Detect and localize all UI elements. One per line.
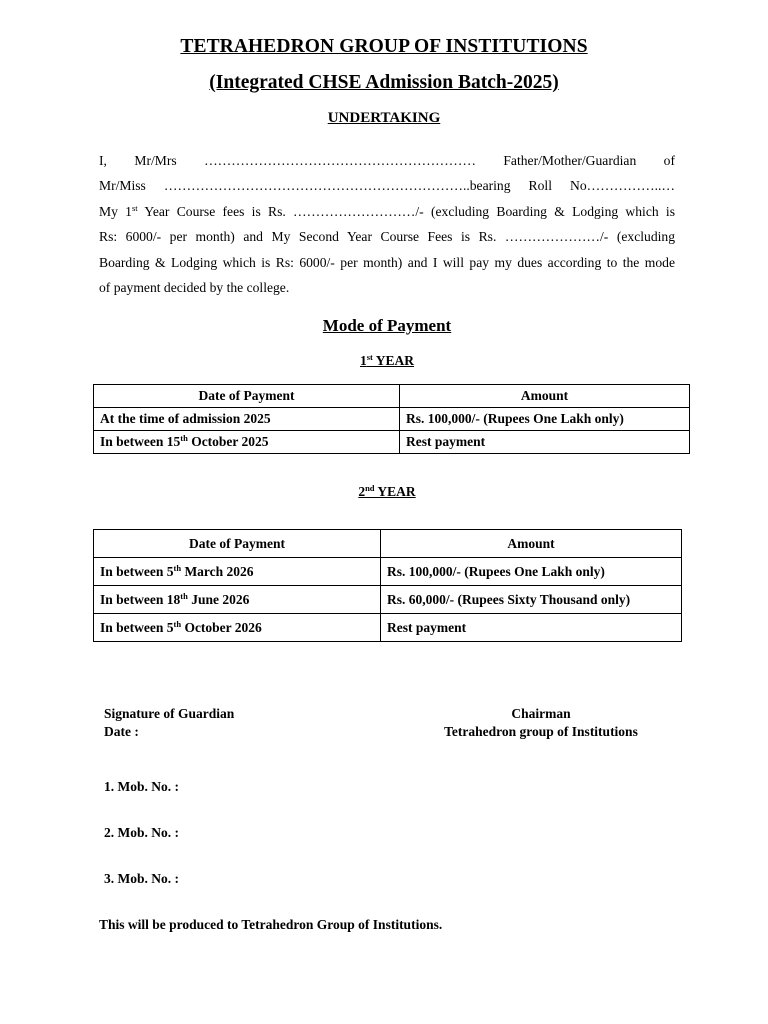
table-header-row — [94, 385, 690, 408]
table-row — [94, 558, 682, 586]
payment-amount-cell: Rest payment — [400, 431, 690, 454]
second-year-payment-table — [93, 529, 682, 642]
payment-date-cell — [94, 558, 381, 586]
document-title: UNDERTAKING — [327, 110, 441, 126]
table-header-row — [94, 530, 682, 558]
payment-date-cell — [94, 408, 400, 431]
superscript: th — [173, 562, 182, 573]
paragraph-text: Year Course fees is Rs. ………………………/- (excluding Boarding & Lodging which is — [137, 203, 675, 219]
paragraph-line: Boarding & Lodging which is Rs: 6000/- per month) and I will pay my dues according to the mode — [99, 254, 675, 270]
payment-date: In between 18 — [100, 591, 181, 607]
first-year-payment-table — [93, 384, 690, 454]
payment-date: In between 5 — [100, 619, 174, 635]
paragraph-line: I, Mr/Mrs …………………………………………………… Father/Mother/Guardian of — [99, 153, 675, 168]
chairman-label: Chairman — [511, 706, 571, 721]
paragraph-line: Rs: 6000/- per month) and My Second Year Course Fees is Rs. …………………/- (excluding — [99, 229, 675, 245]
chairman-signature-block — [420, 705, 662, 740]
column-header-date: Date of Payment — [94, 530, 381, 558]
paragraph-text: My 1 — [99, 203, 132, 219]
superscript: st — [131, 202, 138, 213]
payment-date: In between 5 — [100, 563, 174, 579]
payment-date: October 2026 — [181, 619, 262, 635]
footer-note: This will be produced to Tetrahedron Group of Institutions. — [99, 917, 443, 932]
table-row — [94, 586, 682, 614]
payment-date: June 2026 — [187, 591, 250, 607]
payment-amount-cell: Rs. 100,000/- (Rupees One Lakh only) — [400, 408, 690, 431]
payment-date: At the time of admission 2025 — [100, 411, 271, 426]
superscript: th — [173, 618, 182, 629]
year-label: YEAR — [372, 353, 415, 368]
superscript: th — [180, 433, 188, 443]
undertaking-paragraph — [99, 148, 675, 300]
mobile-number-1-label: 1. Mob. No. : — [104, 779, 179, 794]
mode-of-payment-heading: Mode of Payment — [322, 316, 452, 335]
payment-date-cell — [94, 586, 381, 614]
column-header-amount: Amount — [381, 530, 682, 558]
year-number: 1 — [359, 353, 367, 368]
payment-date: October 2025 — [187, 434, 269, 449]
payment-date: In between 15 — [100, 434, 181, 449]
superscript: st — [366, 352, 373, 362]
mobile-number-3-label: 3. Mob. No. : — [104, 871, 179, 886]
first-year-heading — [0, 353, 768, 369]
batch-title: (Integrated CHSE Admission Batch-2025) — [209, 72, 559, 93]
payment-amount-cell: Rest payment — [381, 614, 682, 642]
paragraph-line: Mr/Miss …………………………………………………………..bearing Roll No……………..… — [99, 178, 675, 194]
mobile-number-2-label: 2. Mob. No. : — [104, 825, 179, 840]
payment-date: March 2026 — [181, 563, 254, 579]
payment-date-cell — [94, 431, 400, 454]
second-year-heading — [0, 484, 768, 500]
superscript: nd — [365, 483, 375, 493]
guardian-signature-label: Signature of Guardian — [104, 706, 235, 721]
table-row — [94, 408, 690, 431]
date-label: Date : — [104, 723, 139, 739]
payment-amount-cell: Rs. 60,000/- (Rupees Sixty Thousand only) — [381, 586, 682, 614]
paragraph-line: of payment decided by the college. — [99, 280, 290, 296]
year-number: 2 — [358, 484, 366, 499]
year-label: YEAR — [374, 484, 416, 499]
paragraph-line — [99, 199, 675, 224]
table-row — [94, 614, 682, 642]
superscript: th — [180, 590, 188, 601]
column-header-date: Date of Payment — [94, 385, 400, 408]
institution-title: TETRAHEDRON GROUP OF INSTITUTIONS — [180, 36, 588, 57]
guardian-signature-block — [104, 705, 234, 740]
payment-amount-cell: Rs. 100,000/- (Rupees One Lakh only) — [381, 558, 682, 586]
table-row — [94, 431, 690, 454]
chairman-organization: Tetrahedron group of Institutions — [444, 723, 638, 739]
column-header-amount: Amount — [400, 385, 690, 408]
payment-date-cell — [94, 614, 381, 642]
